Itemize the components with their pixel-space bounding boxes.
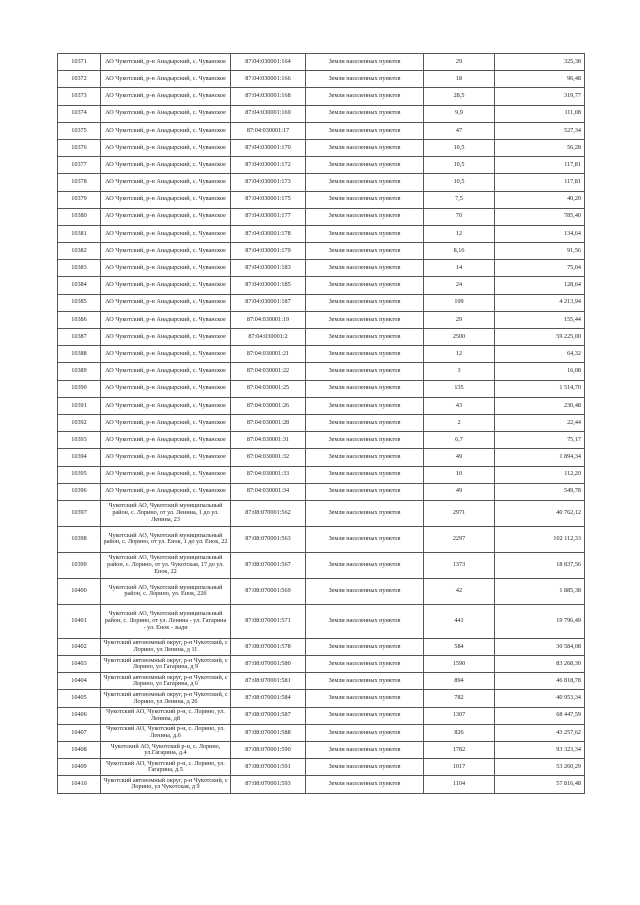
row-cadastral-number: 87:04:030001:175 <box>231 191 306 208</box>
table-row <box>58 759 585 776</box>
row-cadastral-value: 230,48 <box>495 397 585 414</box>
row-land-category: Земли населенных пунктов <box>306 638 424 655</box>
row-address: АО Чукотский, р-н Анадырский, с. Чуванское <box>101 277 231 294</box>
row-land-category: Земли населенных пунктов <box>306 724 424 741</box>
table-row <box>58 208 585 225</box>
row-area: 9,9 <box>424 105 495 122</box>
row-cadastral-number: 87:04:030001:177 <box>231 208 306 225</box>
row-area: 2297 <box>424 526 495 552</box>
row-address: АО Чукотский, р-н Анадырский, с. Чуванское <box>101 380 231 397</box>
row-land-category: Земли населенных пунктов <box>306 466 424 483</box>
row-cadastral-value: 325,38 <box>495 54 585 71</box>
row-cadastral-value: 75,04 <box>495 260 585 277</box>
row-area: 782 <box>424 690 495 707</box>
row-address: АО Чукотский, р-н Анадырский, с. Чуванское <box>101 225 231 242</box>
row-cadastral-number: 87:08:070001:581 <box>231 673 306 690</box>
table-row <box>58 500 585 526</box>
row-cadastral-number: 87:04:030001:187 <box>231 294 306 311</box>
table-row <box>58 552 585 578</box>
row-area: 2500 <box>424 329 495 346</box>
table-row <box>58 656 585 673</box>
row-cadastral-number: 87:08:070001:587 <box>231 707 306 724</box>
row-area: 1782 <box>424 742 495 759</box>
row-land-category: Земли населенных пунктов <box>306 707 424 724</box>
row-number: 10379 <box>58 191 101 208</box>
row-land-category: Земли населенных пунктов <box>306 54 424 71</box>
document-page <box>57 53 584 794</box>
row-number: 10398 <box>58 526 101 552</box>
row-address: Чукотский автономный округ, р-н Чукотский, с Лорино, ул Чукотская, д 9 <box>101 776 231 793</box>
table-row <box>58 690 585 707</box>
row-number: 10394 <box>58 449 101 466</box>
row-cadastral-value: 40,20 <box>495 191 585 208</box>
row-address: АО Чукотский, р-н Анадырский, с. Чуванское <box>101 105 231 122</box>
row-number: 10382 <box>58 243 101 260</box>
row-number: 10395 <box>58 466 101 483</box>
row-cadastral-value: 319,77 <box>495 88 585 105</box>
row-cadastral-value: 91,56 <box>495 243 585 260</box>
table-row <box>58 157 585 174</box>
row-cadastral-value: 1 885,38 <box>495 578 585 604</box>
row-number: 10384 <box>58 277 101 294</box>
row-area: 49 <box>424 449 495 466</box>
row-land-category: Земли населенных пунктов <box>306 174 424 191</box>
row-area: 1104 <box>424 776 495 793</box>
row-address: АО Чукотский, р-н Анадырский, с. Чуванское <box>101 449 231 466</box>
row-land-category: Земли населенных пунктов <box>306 432 424 449</box>
table-row <box>58 122 585 139</box>
table-row <box>58 466 585 483</box>
row-area: 18 <box>424 71 495 88</box>
row-address: Чукотский АО, Чукотский р-н, с. Лорино, ул. Гагарина, д.5 <box>101 759 231 776</box>
row-cadastral-number: 87:04:030001:172 <box>231 157 306 174</box>
table-row <box>58 483 585 500</box>
row-land-category: Земли населенных пунктов <box>306 776 424 793</box>
row-number: 10403 <box>58 656 101 673</box>
table-row <box>58 449 585 466</box>
row-land-category: Земли населенных пунктов <box>306 346 424 363</box>
row-number: 10371 <box>58 54 101 71</box>
row-number: 10378 <box>58 174 101 191</box>
table-row <box>58 294 585 311</box>
row-address: Чукотский АО, Чукотский р-н, с. Лорино, ул. Ленина, д.6 <box>101 724 231 741</box>
row-cadastral-number: 87:04:030001:179 <box>231 243 306 260</box>
row-land-category: Земли населенных пунктов <box>306 105 424 122</box>
row-cadastral-number: 87:04:030001:168 <box>231 88 306 105</box>
table-row <box>58 638 585 655</box>
row-cadastral-value: 1 514,70 <box>495 380 585 397</box>
row-number: 10373 <box>58 88 101 105</box>
row-address: АО Чукотский, р-н Анадырский, с. Чуванское <box>101 346 231 363</box>
table-row <box>58 260 585 277</box>
row-cadastral-value: 40 953,34 <box>495 690 585 707</box>
row-land-category: Земли населенных пунктов <box>306 122 424 139</box>
row-cadastral-value: 68 447,59 <box>495 707 585 724</box>
row-cadastral-number: 87:08:070001:588 <box>231 724 306 741</box>
row-address: АО Чукотский, р-н Анадырский, с. Чуванское <box>101 294 231 311</box>
row-cadastral-number: 87:04:030001:21 <box>231 346 306 363</box>
row-land-category: Земли населенных пунктов <box>306 157 424 174</box>
row-cadastral-value: 96,48 <box>495 71 585 88</box>
row-number: 10405 <box>58 690 101 707</box>
row-land-category: Земли населенных пунктов <box>306 414 424 431</box>
row-cadastral-value: 1 894,34 <box>495 449 585 466</box>
row-number: 10392 <box>58 414 101 431</box>
row-address: АО Чукотский, р-н Анадырский, с. Чуванское <box>101 432 231 449</box>
row-area: 441 <box>424 604 495 638</box>
row-cadastral-value: 134,64 <box>495 225 585 242</box>
row-address: АО Чукотский, р-н Анадырский, с. Чуванское <box>101 414 231 431</box>
row-number: 10408 <box>58 742 101 759</box>
table-row <box>58 380 585 397</box>
row-land-category: Земли населенных пунктов <box>306 277 424 294</box>
row-address: АО Чукотский, р-н Анадырский, с. Чуванское <box>101 260 231 277</box>
row-address: АО Чукотский, р-н Анадырский, с. Чуванское <box>101 139 231 156</box>
row-area: 2 <box>424 414 495 431</box>
row-land-category: Земли населенных пунктов <box>306 449 424 466</box>
row-area: 10 <box>424 466 495 483</box>
row-number: 10401 <box>58 604 101 638</box>
row-area: 28,5 <box>424 88 495 105</box>
row-area: 10,5 <box>424 139 495 156</box>
row-area: 10,5 <box>424 157 495 174</box>
row-land-category: Земли населенных пунктов <box>306 552 424 578</box>
row-land-category: Земли населенных пунктов <box>306 673 424 690</box>
row-number: 10400 <box>58 578 101 604</box>
table-row <box>58 139 585 156</box>
row-cadastral-number: 87:08:070001:562 <box>231 500 306 526</box>
row-cadastral-number: 87:04:030001:19 <box>231 311 306 328</box>
row-address: АО Чукотский, р-н Анадырский, с. Чуванское <box>101 311 231 328</box>
row-cadastral-number: 87:04:030001:164 <box>231 54 306 71</box>
table-row <box>58 742 585 759</box>
row-number: 10407 <box>58 724 101 741</box>
row-address: Чукотский АО, Чукотский муниципальный район, с. Лорино, от ул. Чукотская, 17 до ул. Енок, 22 <box>101 552 231 578</box>
row-area: 10,5 <box>424 174 495 191</box>
row-cadastral-value: 83 268,30 <box>495 656 585 673</box>
row-area: 1017 <box>424 759 495 776</box>
row-address: Чукотский АО, Чукотский муниципальный район, с. Лорино, от ул. Енок, 1 до ул. Енок, 22 <box>101 526 231 552</box>
row-land-category: Земли населенных пунктов <box>306 243 424 260</box>
row-cadastral-number: 87:08:070001:591 <box>231 759 306 776</box>
row-land-category: Земли населенных пунктов <box>306 294 424 311</box>
row-area: 70 <box>424 208 495 225</box>
row-area: 12 <box>424 346 495 363</box>
row-area: 826 <box>424 724 495 741</box>
row-land-category: Земли населенных пунктов <box>306 139 424 156</box>
row-address: АО Чукотский, р-н Анадырский, с. Чуванское <box>101 243 231 260</box>
row-cadastral-value: 117,81 <box>495 174 585 191</box>
row-area: 43 <box>424 397 495 414</box>
row-land-category: Земли населенных пунктов <box>306 656 424 673</box>
table-row <box>58 432 585 449</box>
row-cadastral-number: 87:08:070001:593 <box>231 776 306 793</box>
row-address: АО Чукотский, р-н Анадырский, с. Чуванское <box>101 329 231 346</box>
table-row <box>58 329 585 346</box>
row-address: АО Чукотский, р-н Анадырский, с. Чуванское <box>101 71 231 88</box>
row-cadastral-number: 87:08:070001:571 <box>231 604 306 638</box>
row-cadastral-number: 87:08:070001:580 <box>231 656 306 673</box>
row-area: 7,5 <box>424 191 495 208</box>
row-cadastral-value: 53 260,29 <box>495 759 585 776</box>
row-cadastral-number: 87:04:030001:34 <box>231 483 306 500</box>
row-cadastral-value: 40 762,12 <box>495 500 585 526</box>
row-cadastral-value: 93 323,34 <box>495 742 585 759</box>
row-land-category: Земли населенных пунктов <box>306 604 424 638</box>
row-cadastral-value: 549,78 <box>495 483 585 500</box>
row-cadastral-value: 785,40 <box>495 208 585 225</box>
row-land-category: Земли населенных пунктов <box>306 578 424 604</box>
row-area: 109 <box>424 294 495 311</box>
row-cadastral-number: 87:08:070001:584 <box>231 690 306 707</box>
row-number: 10409 <box>58 759 101 776</box>
row-address: Чукотский АО, Чукотский р-н, с. Лорино, ул. Ленина, д8 <box>101 707 231 724</box>
row-cadastral-number: 87:04:030001:33 <box>231 466 306 483</box>
row-number: 10376 <box>58 139 101 156</box>
row-area: 24 <box>424 277 495 294</box>
row-cadastral-number: 87:04:030001:26 <box>231 397 306 414</box>
table-row <box>58 578 585 604</box>
row-land-category: Земли населенных пунктов <box>306 690 424 707</box>
table-row <box>58 346 585 363</box>
table-row <box>58 71 585 88</box>
table-row <box>58 311 585 328</box>
row-cadastral-value: 46 818,78 <box>495 673 585 690</box>
row-area: 29 <box>424 54 495 71</box>
row-land-category: Земли населенных пунктов <box>306 742 424 759</box>
row-area: 47 <box>424 122 495 139</box>
table-row <box>58 191 585 208</box>
row-land-category: Земли населенных пунктов <box>306 88 424 105</box>
row-cadastral-value: 19 796,49 <box>495 604 585 638</box>
table-row <box>58 54 585 71</box>
row-address: Чукотский автономный округ, р-н Чукотский, с Лорино, ул Гагарина, д 9 <box>101 656 231 673</box>
row-number: 10385 <box>58 294 101 311</box>
row-cadastral-number: 87:04:030001:166 <box>231 71 306 88</box>
row-number: 10374 <box>58 105 101 122</box>
table-row <box>58 174 585 191</box>
row-number: 10381 <box>58 225 101 242</box>
row-number: 10386 <box>58 311 101 328</box>
table-row <box>58 243 585 260</box>
row-land-category: Земли населенных пунктов <box>306 71 424 88</box>
row-land-category: Земли населенных пунктов <box>306 329 424 346</box>
row-cadastral-number: 87:04:030001:17 <box>231 122 306 139</box>
row-area: 14 <box>424 260 495 277</box>
row-cadastral-value: 128,64 <box>495 277 585 294</box>
row-land-category: Земли населенных пунктов <box>306 397 424 414</box>
row-number: 10402 <box>58 638 101 655</box>
row-address: АО Чукотский, р-н Анадырский, с. Чуванское <box>101 88 231 105</box>
row-address: АО Чукотский, р-н Анадырский, с. Чуванское <box>101 483 231 500</box>
table-row <box>58 88 585 105</box>
row-area: 1373 <box>424 552 495 578</box>
row-address: Чукотский АО, Чукотский р-н, с. Лорино, ул.Гагарина, д.4 <box>101 742 231 759</box>
row-area: 1590 <box>424 656 495 673</box>
row-cadastral-number: 87:04:030001:28 <box>231 414 306 431</box>
row-area: 29 <box>424 311 495 328</box>
row-cadastral-number: 87:04:030001:170 <box>231 139 306 156</box>
row-cadastral-value: 527,34 <box>495 122 585 139</box>
row-cadastral-value: 57 816,48 <box>495 776 585 793</box>
row-cadastral-value: 59 225,00 <box>495 329 585 346</box>
table-row <box>58 673 585 690</box>
row-cadastral-number: 87:04:030001:173 <box>231 174 306 191</box>
row-land-category: Земли населенных пунктов <box>306 526 424 552</box>
row-number: 10389 <box>58 363 101 380</box>
row-area: 894 <box>424 673 495 690</box>
table-row <box>58 414 585 431</box>
row-number: 10393 <box>58 432 101 449</box>
row-cadastral-number: 87:04:030001:31 <box>231 432 306 449</box>
row-number: 10377 <box>58 157 101 174</box>
land-plots-table <box>57 53 585 794</box>
row-number: 10397 <box>58 500 101 526</box>
row-address: Чукотский АО, Чукотский муниципальный район, с. Лорино, ул. Енок, 22б <box>101 578 231 604</box>
row-area: 584 <box>424 638 495 655</box>
row-cadastral-value: 30 584,08 <box>495 638 585 655</box>
row-address: Чукотский АО, Чукотский муниципальный район, с. Лорино, от ул. Ленина, 1 до ул. Ленина, 23 <box>101 500 231 526</box>
table-row <box>58 363 585 380</box>
row-area: 49 <box>424 483 495 500</box>
table-body <box>58 54 585 794</box>
row-cadastral-value: 43 257,62 <box>495 724 585 741</box>
row-land-category: Земли населенных пунктов <box>306 483 424 500</box>
row-area: 42 <box>424 578 495 604</box>
row-address: АО Чукотский, р-н Анадырский, с. Чуванское <box>101 397 231 414</box>
row-cadastral-number: 87:04:030001:32 <box>231 449 306 466</box>
row-cadastral-number: 87:04:030001:183 <box>231 260 306 277</box>
row-address: АО Чукотский, р-н Анадырский, с. Чуванское <box>101 157 231 174</box>
row-area: 6,7 <box>424 432 495 449</box>
row-address: АО Чукотский, р-н Анадырский, с. Чуванское <box>101 174 231 191</box>
row-cadastral-value: 4 213,94 <box>495 294 585 311</box>
row-area: 3 <box>424 363 495 380</box>
row-number: 10396 <box>58 483 101 500</box>
row-number: 10388 <box>58 346 101 363</box>
row-cadastral-value: 75,17 <box>495 432 585 449</box>
row-number: 10390 <box>58 380 101 397</box>
row-cadastral-value: 102 112,33 <box>495 526 585 552</box>
table-row <box>58 707 585 724</box>
table-row <box>58 724 585 741</box>
row-address: АО Чукотский, р-н Анадырский, с. Чуванское <box>101 208 231 225</box>
row-cadastral-number: 87:04:030001:22 <box>231 363 306 380</box>
table-row <box>58 277 585 294</box>
row-cadastral-value: 112,20 <box>495 466 585 483</box>
row-cadastral-number: 87:04:030001:2 <box>231 329 306 346</box>
row-number: 10372 <box>58 71 101 88</box>
row-cadastral-value: 64,32 <box>495 346 585 363</box>
row-cadastral-value: 18 837,56 <box>495 552 585 578</box>
row-area: 135 <box>424 380 495 397</box>
row-cadastral-value: 16,08 <box>495 363 585 380</box>
row-address: АО Чукотский, р-н Анадырский, с. Чуванское <box>101 191 231 208</box>
row-number: 10406 <box>58 707 101 724</box>
row-cadastral-value: 111,08 <box>495 105 585 122</box>
row-cadastral-number: 87:04:030001:178 <box>231 225 306 242</box>
row-number: 10391 <box>58 397 101 414</box>
row-number: 10410 <box>58 776 101 793</box>
row-address: Чукотский автономный округ, р-н Чукотский, с Лорино, ул Ленина, д 11 <box>101 638 231 655</box>
row-address: Чукотский автономный округ, р-н Чукотский, с Лорино, ул Гагарина, д 6 <box>101 673 231 690</box>
row-area: 12 <box>424 225 495 242</box>
row-land-category: Земли населенных пунктов <box>306 380 424 397</box>
row-number: 10387 <box>58 329 101 346</box>
row-land-category: Земли населенных пунктов <box>306 225 424 242</box>
row-cadastral-number: 87:08:070001:569 <box>231 578 306 604</box>
row-cadastral-number: 87:08:070001:578 <box>231 638 306 655</box>
row-number: 10380 <box>58 208 101 225</box>
row-cadastral-number: 87:04:030001:169 <box>231 105 306 122</box>
row-cadastral-number: 87:08:070001:590 <box>231 742 306 759</box>
row-address: АО Чукотский, р-н Анадырский, с. Чуванское <box>101 122 231 139</box>
row-cadastral-value: 117,81 <box>495 157 585 174</box>
table-row <box>58 526 585 552</box>
row-address: АО Чукотский, р-н Анадырский, с. Чуванское <box>101 466 231 483</box>
row-land-category: Земли населенных пунктов <box>306 208 424 225</box>
row-cadastral-value: 56,28 <box>495 139 585 156</box>
row-number: 10404 <box>58 673 101 690</box>
row-land-category: Земли населенных пунктов <box>306 500 424 526</box>
row-land-category: Земли населенных пунктов <box>306 363 424 380</box>
row-cadastral-value: 155,44 <box>495 311 585 328</box>
table-row <box>58 397 585 414</box>
row-number: 10375 <box>58 122 101 139</box>
table-row <box>58 105 585 122</box>
row-area: 8,16 <box>424 243 495 260</box>
table-row <box>58 225 585 242</box>
row-cadastral-value: 22,44 <box>495 414 585 431</box>
row-number: 10383 <box>58 260 101 277</box>
row-number: 10399 <box>58 552 101 578</box>
row-address: Чукотский автономный округ, р-н Чукотский, с Лорино, ул Ленина, д 26 <box>101 690 231 707</box>
row-land-category: Земли населенных пунктов <box>306 759 424 776</box>
row-address: АО Чукотский, р-н Анадырский, с. Чуванское <box>101 54 231 71</box>
row-land-category: Земли населенных пунктов <box>306 260 424 277</box>
row-cadastral-number: 87:04:030001:185 <box>231 277 306 294</box>
row-address: Чукотский АО, Чукотский муниципальный район, с. Лорино, от ул. Ленина - ул. Гагарина - ул. Енок - зыдн <box>101 604 231 638</box>
row-cadastral-number: 87:04:030001:25 <box>231 380 306 397</box>
table-row <box>58 776 585 793</box>
table-row <box>58 604 585 638</box>
row-area: 2971 <box>424 500 495 526</box>
row-area: 1307 <box>424 707 495 724</box>
row-land-category: Земли населенных пунктов <box>306 311 424 328</box>
row-cadastral-number: 87:08:070001:563 <box>231 526 306 552</box>
row-land-category: Земли населенных пунктов <box>306 191 424 208</box>
row-address: АО Чукотский, р-н Анадырский, с. Чуванское <box>101 363 231 380</box>
row-cadastral-number: 87:08:070001:567 <box>231 552 306 578</box>
